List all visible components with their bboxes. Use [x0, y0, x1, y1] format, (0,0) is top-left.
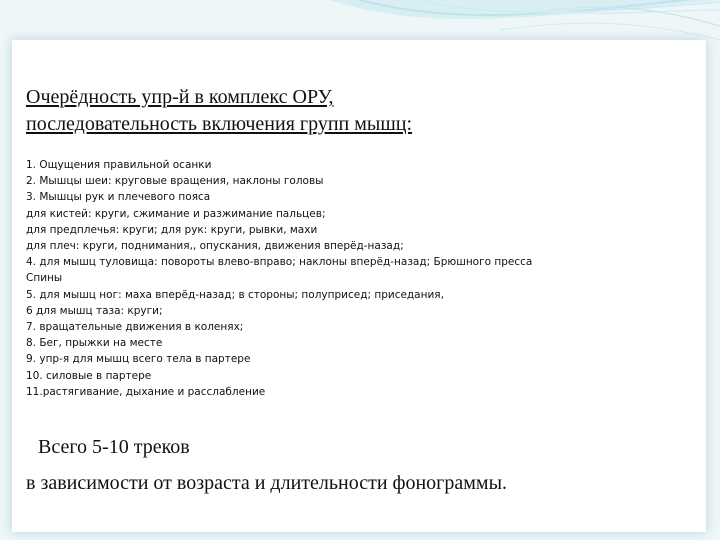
list-item: 5. для мышц ног: маха вперёд-назад; в стороны; полуприсед; приседания,: [26, 288, 444, 301]
list-item: 9. упр-я для мышц всего тела в партере: [26, 353, 251, 366]
list-item: 8. Бег, прыжки на месте: [26, 337, 163, 350]
title-line-2: последовательность включения групп мышц:: [26, 113, 413, 135]
summary-tracks-count: Всего 5-10 треков: [38, 436, 190, 458]
list-item: 10. силовые в партере: [26, 369, 152, 382]
title-line-1: Очерёдность упр-й в комплекс ОРУ,: [26, 86, 334, 108]
summary-dependency-note: в зависимости от возраста и длительности фонограммы.: [26, 472, 508, 494]
exercise-order-list: [26, 157, 686, 400]
list-item: Спины: [26, 272, 63, 285]
list-item: для плеч: круги, поднимания,, опускания, движения вперёд-назад;: [26, 240, 404, 253]
list-item: 1. Ощущения правильной осанки: [26, 159, 212, 171]
list-item: 7. вращательные движения в коленях;: [26, 321, 244, 334]
list-item: 11.растягивание, дыхание и расслабление: [26, 385, 266, 398]
list-item: 2. Мышцы шеи: круговые вращения, наклоны головы: [26, 175, 324, 188]
list-item: 4. для мышц туловища: повороты влево-вправо; наклоны вперёд-назад; Брюшного пресса: [26, 256, 533, 269]
list-item: для кистей: круги, сжимание и разжимание пальцев;: [26, 207, 326, 220]
list-item: 6 для мышц таза: круги;: [26, 304, 163, 317]
list-item: 3. Мышцы рук и плечевого пояса: [26, 191, 211, 204]
slide-title: [26, 84, 586, 138]
list-item: для предплечья: круги; для рук: круги, рывки, махи: [26, 223, 318, 236]
